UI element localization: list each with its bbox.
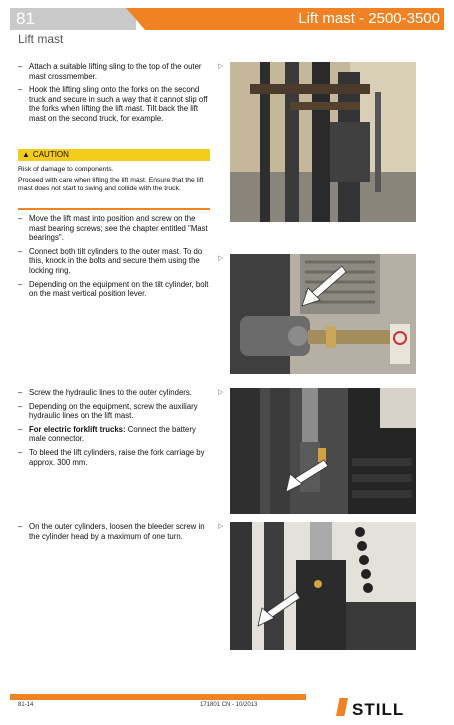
section-title: Lift mast	[18, 32, 64, 46]
item-rest: Connect the battery male connector.	[29, 424, 196, 444]
list-item: – Screw the hydraulic lines to the outer cylinders.	[18, 388, 212, 398]
list-item	[18, 425, 212, 444]
photo-tilt-cylinder	[230, 254, 416, 374]
list-item: – To bleed the lift cylinders, raise the fork carriage by approx. 300 mm.	[18, 448, 212, 467]
photo-reference-marker: ▷	[218, 255, 224, 262]
warning-icon: ▲	[22, 150, 30, 159]
photo-reference-marker: ▷	[218, 523, 224, 530]
footer-document-code: 171801 CN - 10/2013	[200, 702, 258, 708]
list-item: – Depending on the equipment, screw the auxiliary hydraulic lines on the lift mast.	[18, 402, 212, 421]
photo-bleeder-screw	[230, 522, 416, 650]
caution-note	[18, 166, 210, 197]
list-item: – Depending on the equipment on the tilt cylinder, bolt on the mast vertical position lever.	[18, 280, 212, 299]
still-logo: STILL	[352, 700, 405, 719]
caution-line-2: Proceed with care when lifting the lift mast. Ensure that the lift mast does not start to swing and collide with the truck.	[18, 177, 204, 193]
list-item: – On the outer cylinders, loosen the bleeder screw in the cylinder head by a maximum of one turn.	[18, 522, 212, 541]
caution-divider	[18, 208, 210, 210]
bold-prefix: For electric forklift trucks:	[29, 424, 126, 434]
instructions-block-3	[18, 388, 212, 471]
photo-lift-mast-sling	[230, 62, 416, 222]
list-item: – Move the lift mast into position and screw on the mast bearing screws; see the chapter entitled "Mast bearings".	[18, 214, 212, 243]
photo-reference-marker: ▷	[218, 389, 224, 396]
list-item: – Hook the lifting sling onto the forks on the second truck and secure in such a way that it cannot slip off the forks when lifting the lift mast. Tilt back the lift mast on the second truck, for example.	[18, 85, 212, 123]
photo-reference-marker: ▷	[218, 63, 224, 70]
photo-hydraulic-lines	[230, 388, 416, 514]
list-item: – Attach a suitable lifting sling to the top of the outer mast crossmember.	[18, 62, 212, 81]
chapter-title: Lift mast - 2500-3500	[298, 10, 440, 27]
footer-orange-band	[10, 694, 306, 700]
footer-page-ref: 81-14	[18, 702, 34, 708]
caution-label: CAUTION	[32, 150, 69, 159]
instructions-block-1	[18, 62, 212, 128]
list-item: – Connect both tilt cylinders to the outer mast. To do this, knock in the bolts and secure them using the locking ring.	[18, 247, 212, 276]
instructions-block-4	[18, 522, 212, 545]
still-logo-mark	[336, 698, 348, 716]
caution-banner	[18, 149, 210, 161]
caution-line-1: Risk of damage to components.	[18, 166, 114, 173]
page-number: 81	[16, 9, 35, 28]
instructions-block-2	[18, 214, 212, 303]
